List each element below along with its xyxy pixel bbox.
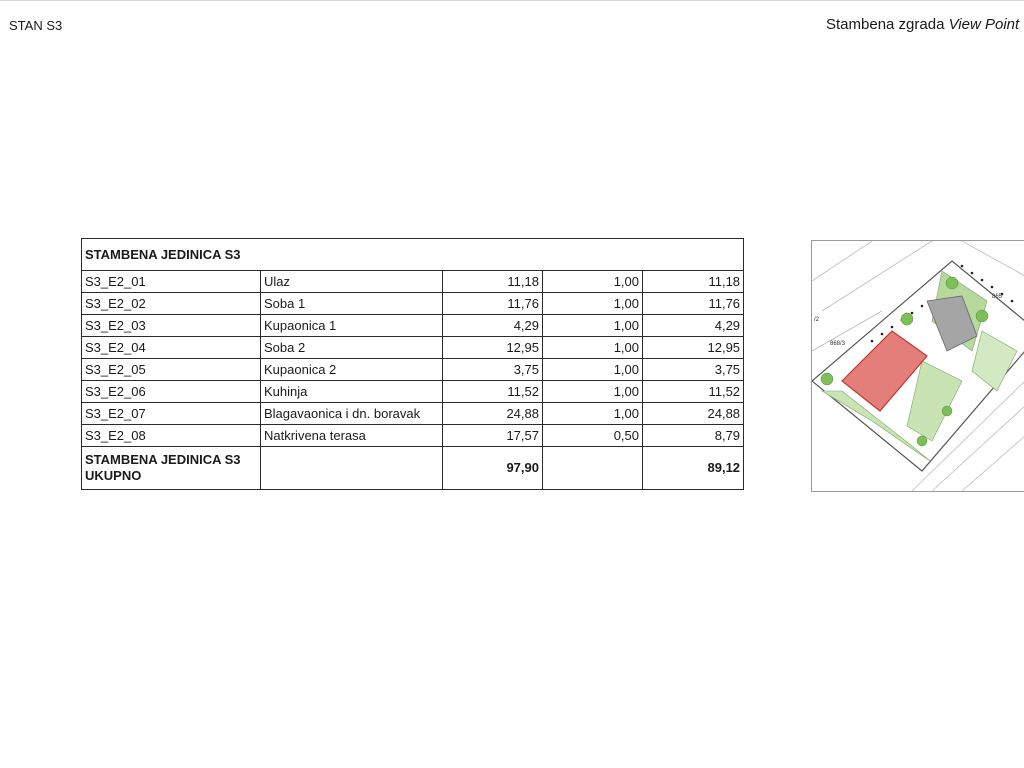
parcel-label-b: 868/3 [830,341,846,347]
room-area: 17,57 [443,425,543,447]
top-rule [0,0,1024,1]
site-plan [811,240,1024,492]
room-net: 4,29 [643,315,744,337]
unit-header: STAN S3 [9,18,63,33]
table-total-row [82,447,744,490]
table-row [82,271,744,293]
room-code: S3_E2_07 [82,403,261,425]
room-coef: 1,00 [543,381,643,403]
room-code: S3_E2_02 [82,293,261,315]
room-area: 11,76 [443,293,543,315]
room-area: 11,18 [443,271,543,293]
total-net: 89,12 [643,447,744,490]
building-header-name: View Point [948,16,1020,33]
building-header-prefix: Stambena zgrada [826,16,949,33]
table-row [82,381,744,403]
room-net: 11,18 [643,271,744,293]
parcel-label-side: /2 [814,317,820,323]
unit-area-table [81,238,744,490]
table-row [82,337,744,359]
room-area: 4,29 [443,315,543,337]
room-area: 12,95 [443,337,543,359]
room-coef: 1,00 [543,337,643,359]
room-code: S3_E2_06 [82,381,261,403]
room-coef: 1,00 [543,293,643,315]
table-title-row [82,239,744,271]
room-area: 3,75 [443,359,543,381]
room-coef: 0,50 [543,425,643,447]
room-area: 24,88 [443,403,543,425]
room-net: 8,79 [643,425,744,447]
room-code: S3_E2_05 [82,359,261,381]
room-code: S3_E2_01 [82,271,261,293]
room-coef: 1,00 [543,315,643,337]
total-empty-coef [543,447,643,490]
building-header [826,16,1024,33]
table-title: STAMBENA JEDINICA S3 [82,239,744,271]
room-name: Kupaonica 1 [261,315,443,337]
room-net: 24,88 [643,403,744,425]
room-coef: 1,00 [543,271,643,293]
room-net: 11,52 [643,381,744,403]
table-row [82,315,744,337]
room-code: S3_E2_03 [82,315,261,337]
total-area: 97,90 [443,447,543,490]
room-coef: 1,00 [543,403,643,425]
room-name: Soba 1 [261,293,443,315]
room-name: Soba 2 [261,337,443,359]
parcel-label-a: 865 [992,294,1003,300]
room-name: Blagavaonica i dn. boravak [261,403,443,425]
room-area: 11,52 [443,381,543,403]
total-empty-name [261,447,443,490]
room-net: 12,95 [643,337,744,359]
total-label: STAMBENA JEDINICA S3 UKUPNO [82,447,261,490]
site-plan-drawing [812,241,1024,491]
room-name: Kupaonica 2 [261,359,443,381]
room-name: Ulaz [261,271,443,293]
room-code: S3_E2_04 [82,337,261,359]
room-net: 11,76 [643,293,744,315]
table-row [82,293,744,315]
table-row [82,359,744,381]
table-row [82,425,744,447]
room-net: 3,75 [643,359,744,381]
room-coef: 1,00 [543,359,643,381]
table-row [82,403,744,425]
room-name: Kuhinja [261,381,443,403]
room-name: Natkrivena terasa [261,425,443,447]
room-code: S3_E2_08 [82,425,261,447]
